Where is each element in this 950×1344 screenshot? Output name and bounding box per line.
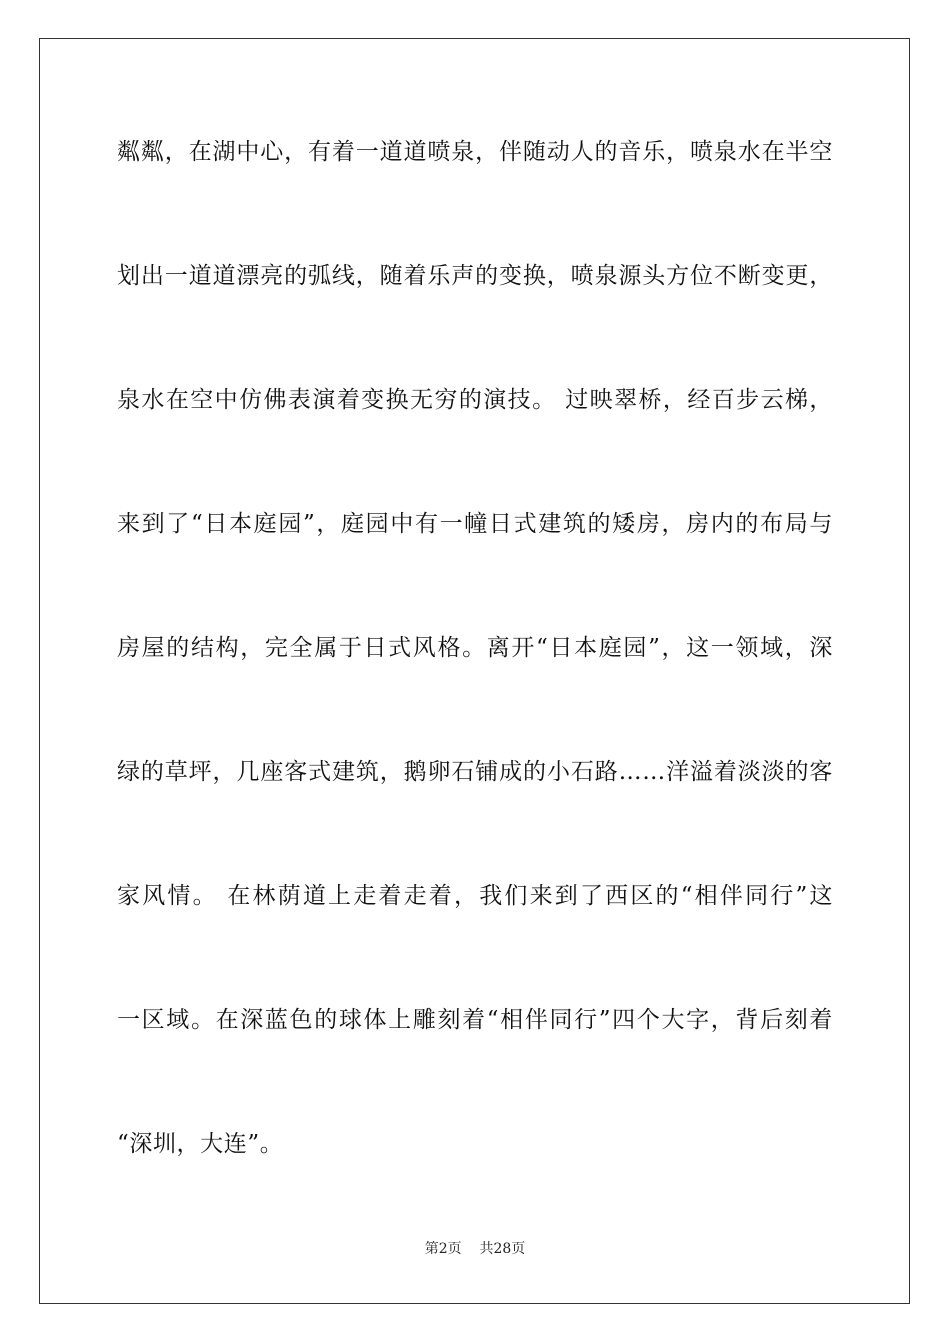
text-line: 家风情。 在林荫道上走着走着，我们来到了西区的“相伴同行”这 bbox=[117, 883, 833, 909]
text-line: 泉水在空中仿佛表演着变换无穷的演技。 过映翠桥，经百步云梯， bbox=[117, 387, 833, 413]
text-line: “深圳，大连”。 bbox=[117, 1131, 284, 1157]
text-line: 绿的草坪，几座客式建筑，鹅卵石铺成的小石路……洋溢着淡淡的客 bbox=[117, 759, 833, 785]
text-line: 来到了“日本庭园”，庭园中有一幢日式建筑的矮房，房内的布局与 bbox=[117, 511, 833, 537]
page-border bbox=[39, 38, 910, 1304]
page-number: 第2页 bbox=[424, 1241, 462, 1257]
text-line: 划出一道道漂亮的弧线，随着乐声的变换，喷泉源头方位不断变更， bbox=[117, 263, 833, 289]
page-total: 共28页 bbox=[479, 1241, 526, 1257]
page-footer bbox=[0, 1240, 950, 1258]
text-line: 一区域。在深蓝色的球体上雕刻着“相伴同行”四个大字，背后刻着 bbox=[117, 1007, 833, 1033]
text-line: 房屋的结构，完全属于日式风格。离开“日本庭园”，这一领域，深 bbox=[117, 635, 833, 661]
text-line: 粼粼，在湖中心，有着一道道喷泉，伴随动人的音乐，喷泉水在半空 bbox=[117, 139, 833, 165]
